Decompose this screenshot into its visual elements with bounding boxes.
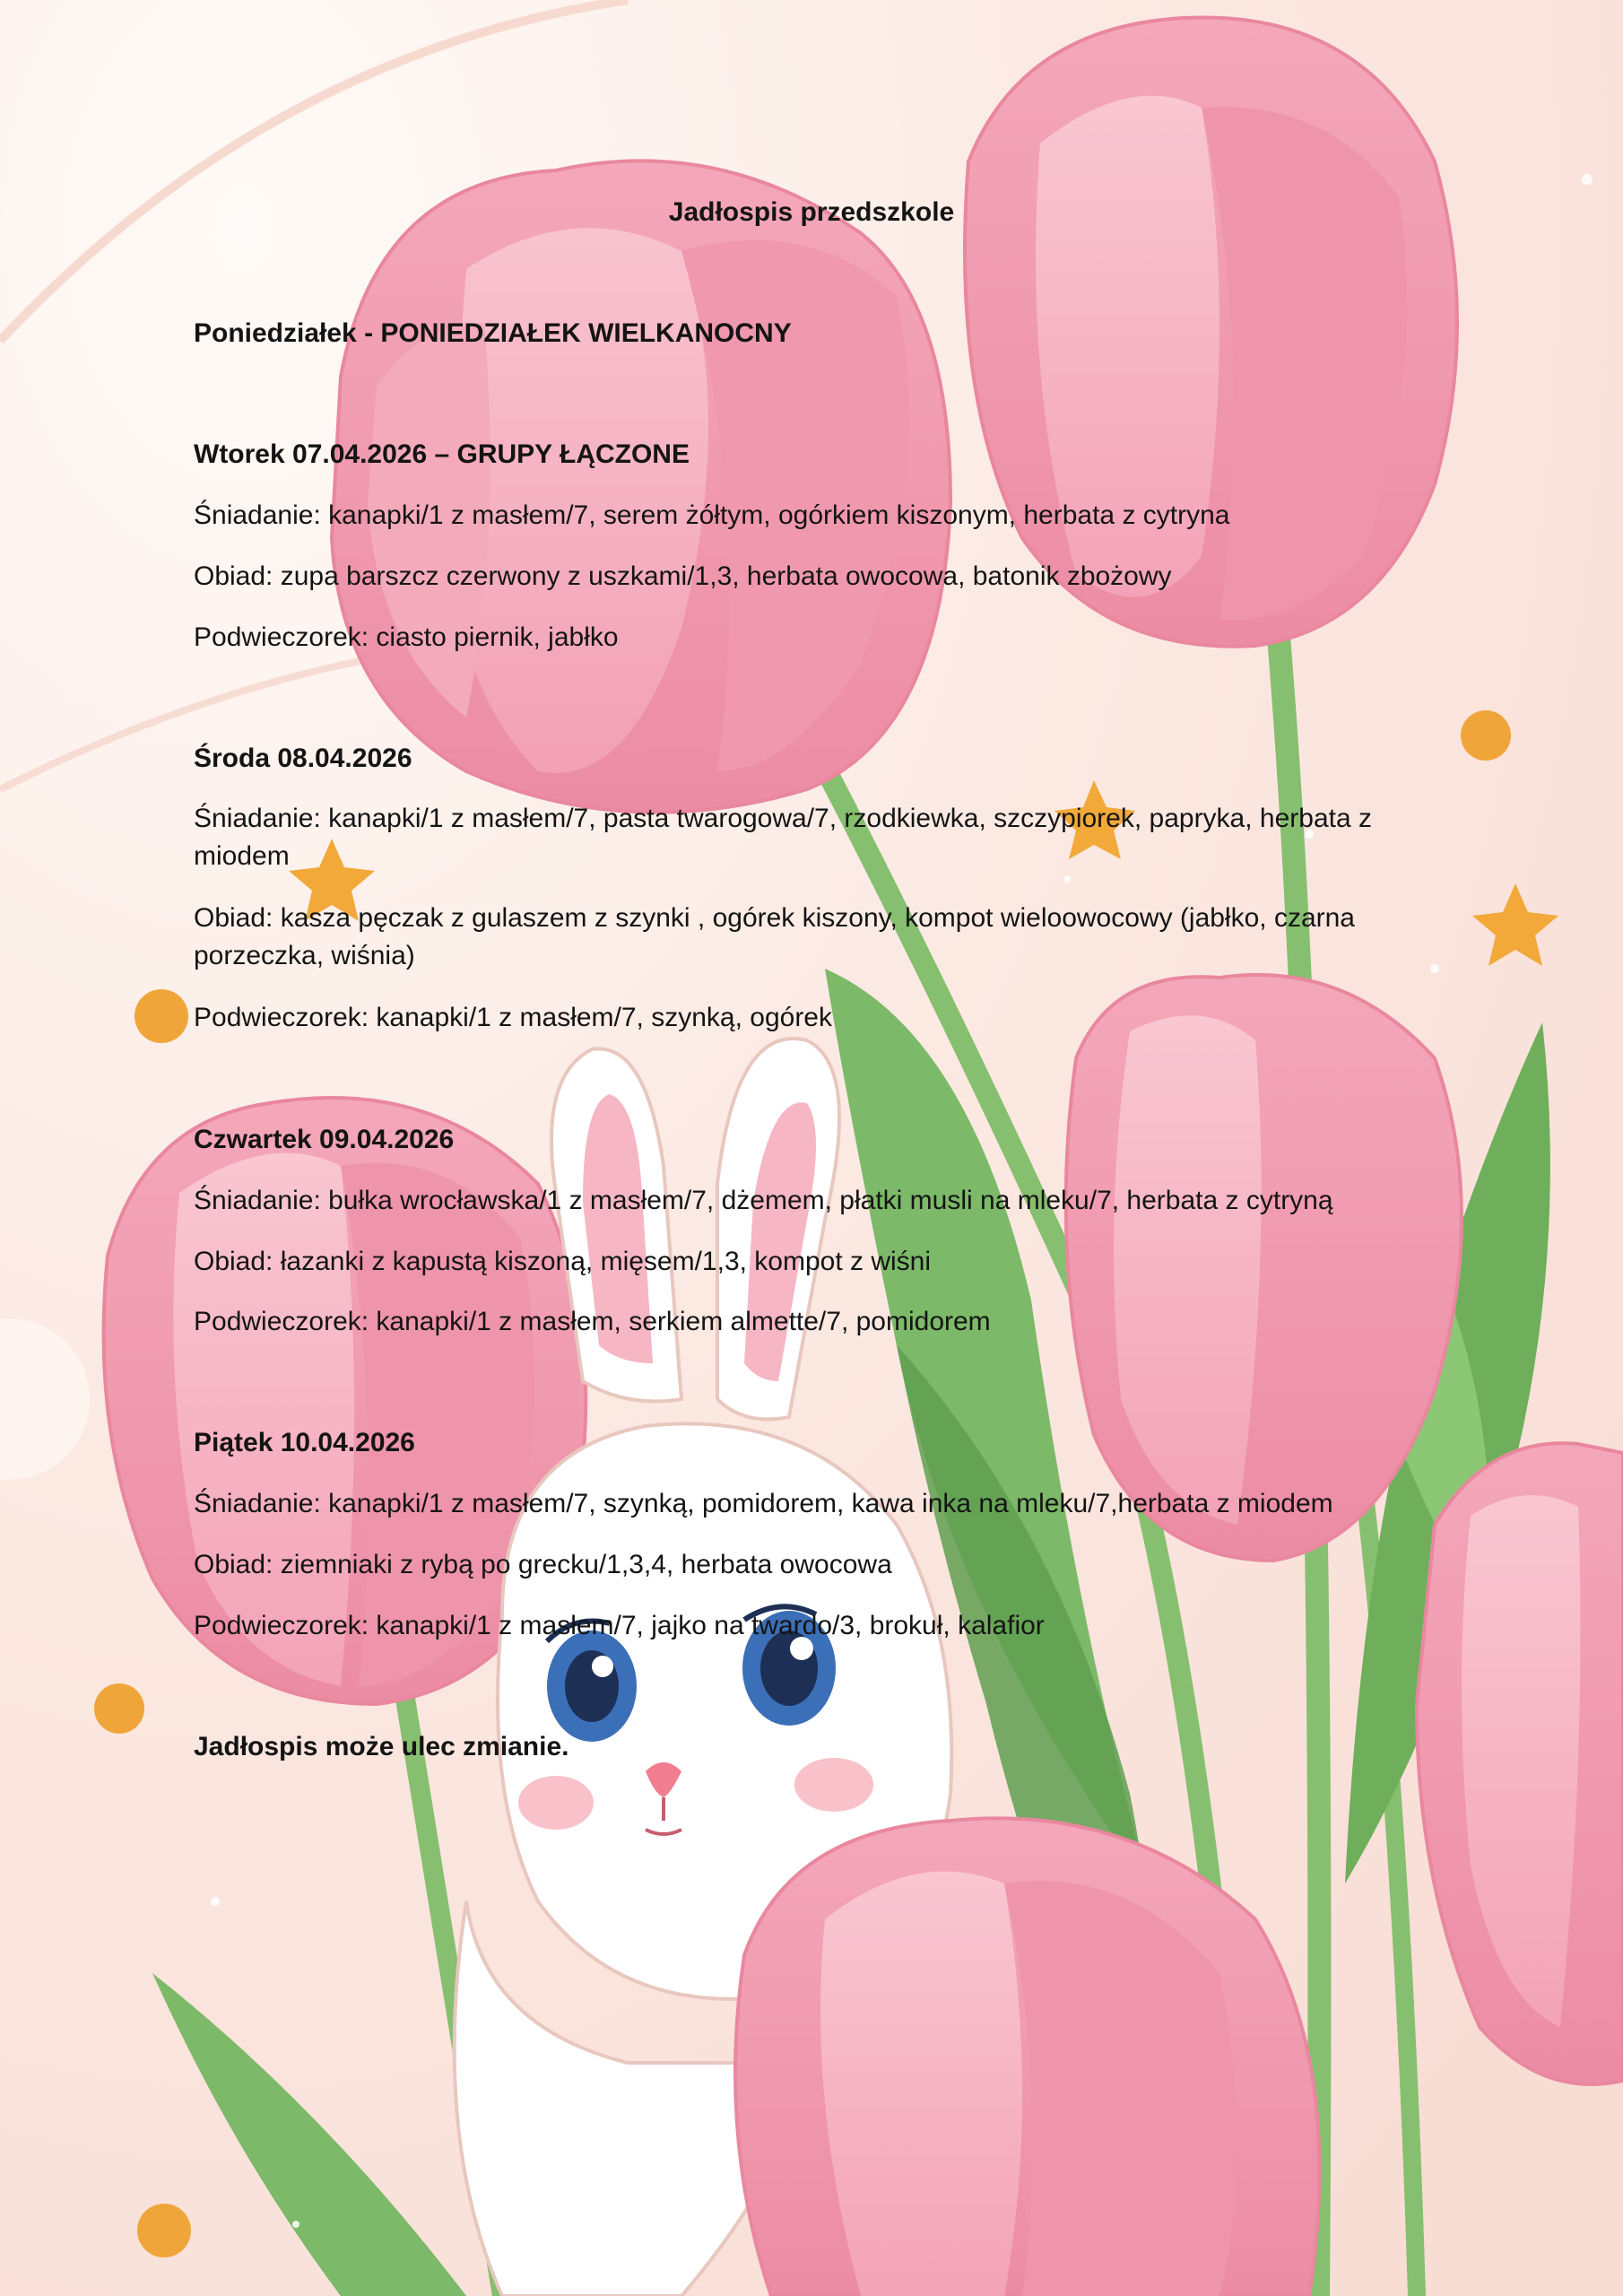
meal-line: Śniadanie: bułka wrocławska/1 z masłem/7, dżemem, płatki musli na mleku/7, herbata z cytryną [194,1186,1333,1215]
day-heading-friday: Piątek 10.04.2026 [194,1428,415,1457]
day-heading-tuesday: Wtorek 07.04.2026 – GRUPY ŁĄCZONE [194,439,690,469]
meal-line: Obiad: ziemniaki z rybą po grecku/1,3,4, herbata owocowa [194,1550,892,1579]
meal-line: Obiad: kasza pęczak z gulaszem z szynki , ogórek kiszony, kompot wieloowocowy (jabłko, czarna porzeczka, wiśnia) [194,903,1355,970]
meal-line: Obiad: łazanki z kapustą kiszoną, mięsem/1,3, kompot z wiśni [194,1247,932,1276]
day-heading-thursday: Czwartek 09.04.2026 [194,1125,455,1154]
meal-line: Podwieczorek: ciasto piernik, jabłko [194,622,619,652]
meal-line: Podwieczorek: kanapki/1 z masłem/7, jajko na twardo/3, brokuł, kalafior [194,1611,1045,1640]
day-heading-monday: Poniedziałek - PONIEDZIAŁEK WIELKANOCNY [194,318,792,348]
footer-note: Jadłospis może ulec zmianie. [194,1732,569,1761]
day-heading-wednesday: Środa 08.04.2026 [194,744,412,773]
meal-line: Podwieczorek: kanapki/1 z masłem/7, szynką, ogórek [194,1003,832,1032]
meal-line: Śniadanie: kanapki/1 z masłem/7, pasta twarogowa/7, rzodkiewka, szczypiorek, papryka, herbata z miodem [194,804,1372,871]
meal-line: Śniadanie: kanapki/1 z masłem/7, serem żółtym, ogórkiem kiszonym, herbata z cytryna [194,500,1230,530]
meal-line: Obiad: zupa barszcz czerwony z uszkami/1,3, herbata owocowa, batonik zbożowy [194,561,1172,591]
meal-line: Podwieczorek: kanapki/1 z masłem, serkiem almette/7, pomidorem [194,1307,991,1336]
meal-line: Śniadanie: kanapki/1 z masłem/7, szynką, pomidorem, kawa inka na mleku/7,herbata z miodem [194,1489,1333,1518]
page-title: Jadłospis przedszkole [668,197,955,227]
